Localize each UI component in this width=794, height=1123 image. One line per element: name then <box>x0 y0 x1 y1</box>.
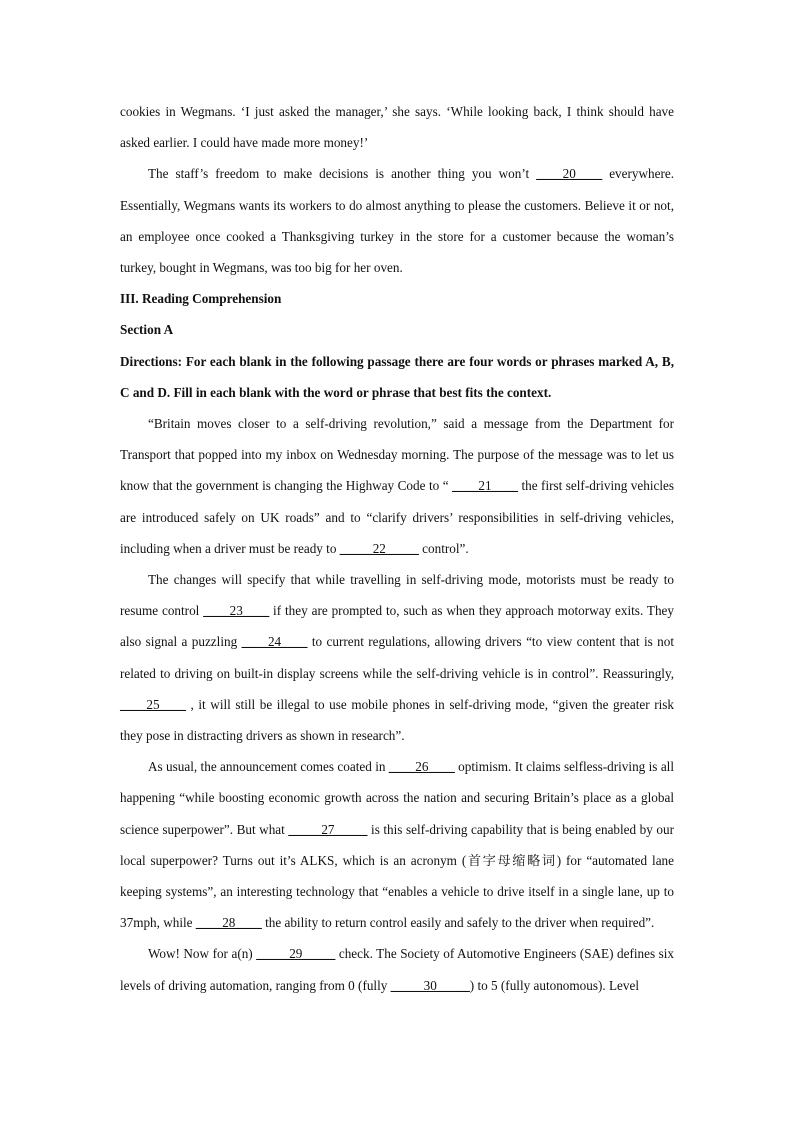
paragraph-staff-freedom <box>120 158 674 283</box>
text-run: “Britain moves closer to a self-driving revolution,” said a message from the Department for Transport that popped into my inbox on Wednesday morning. The purpose of the message was to let us know that the government is changing the Highway Code to “ <box>120 416 674 494</box>
paragraph-changes <box>120 564 674 751</box>
blank-22: _____22_____ <box>339 540 419 556</box>
blank-29: _____29_____ <box>256 946 336 962</box>
text-run: check. The Society of Automotive Engineers (SAE) defines six levels of driving automation, ranging from 0 (fully <box>120 946 674 993</box>
text-run: the first self-driving vehicles are introduced safely on UK roads” and to “clarify drivers’ responsibilities in self-driving vehicles, including when a driver must be ready to <box>120 478 675 556</box>
paragraph-cookies: cookies in Wegmans. ‘I just asked the manager,’ she says. ‘While looking back, I think should have asked earlier. I could have made more money!’ <box>120 104 674 151</box>
blank-23: ____23____ <box>203 603 270 619</box>
text-run: is this self-driving capability that is being enabled by our local superpower? Turns out it’s ALKS, which is an acronym (首字母缩略词) for “automated lane keeping systems”, an interesting technology that “enables a vehicle to drive itself in a single lane, up to 37mph, while <box>120 821 674 931</box>
text-run: ) to 5 (fully autonomous). Level <box>469 977 639 993</box>
blank-20: ____20____ <box>536 166 603 182</box>
blank-25: ____25____ <box>120 696 186 712</box>
document-page <box>120 96 674 1001</box>
blank-21: ____21____ <box>452 478 518 494</box>
blank-30: _____30_____ <box>390 977 470 993</box>
blank-26: ____26____ <box>388 759 455 775</box>
text-run: control”. <box>418 540 469 556</box>
text-run: As usual, the announcement comes coated in <box>148 759 389 775</box>
blank-27: _____27_____ <box>288 821 368 837</box>
text-run: , it will still be illegal to use mobile phones in self-driving mode, “given the greater risk they pose in distracting drivers as shown in research”. <box>120 696 674 744</box>
text-run: optimism. It claims selfless-driving is all happening “while boosting economic growth across the nation and securing Britain’s place as a global science superpower”. But what <box>120 759 674 837</box>
paragraph-reality-check <box>120 938 674 1000</box>
text-run: The staff’s freedom to make decisions is another thing you won’t <box>148 166 537 182</box>
section-heading: III. Reading Comprehension <box>120 291 282 307</box>
paragraph-announcement <box>120 751 674 938</box>
directions: Directions: For each blank in the following passage there are four words or phrases marked A, B, C and D. Fill in each blank with the word or phrase that best fits the context. <box>120 353 674 400</box>
text-run: if they are prompted to, such as when they approach motorway exits. They also signal a puzzling <box>120 603 674 650</box>
text-run: Wow! Now for a(n) <box>148 946 257 962</box>
text-run: The changes will specify that while travelling in self-driving mode, motorists must be ready to resume control <box>120 572 674 619</box>
blank-24: ____24____ <box>241 634 308 650</box>
section-subheading: Section A <box>120 322 174 338</box>
text-run: to current regulations, allowing drivers “to view content that is not related to driving on built-in display screens while the self-driving vehicle is in control”. Reassuringly, <box>120 634 674 681</box>
paragraph-britain <box>120 408 674 564</box>
blank-28: ____28____ <box>195 915 262 931</box>
text-run: everywhere. Essentially, Wegmans wants its workers to do almost anything to please the customers. Believe it or not, an employee once cooked a Thanksgiving turkey in the store for a customer because the woman’s turkey, bought in Wegmans, was too big for her oven. <box>120 166 674 276</box>
text-run: the ability to return control easily and safely to the driver when required”. <box>261 915 655 931</box>
